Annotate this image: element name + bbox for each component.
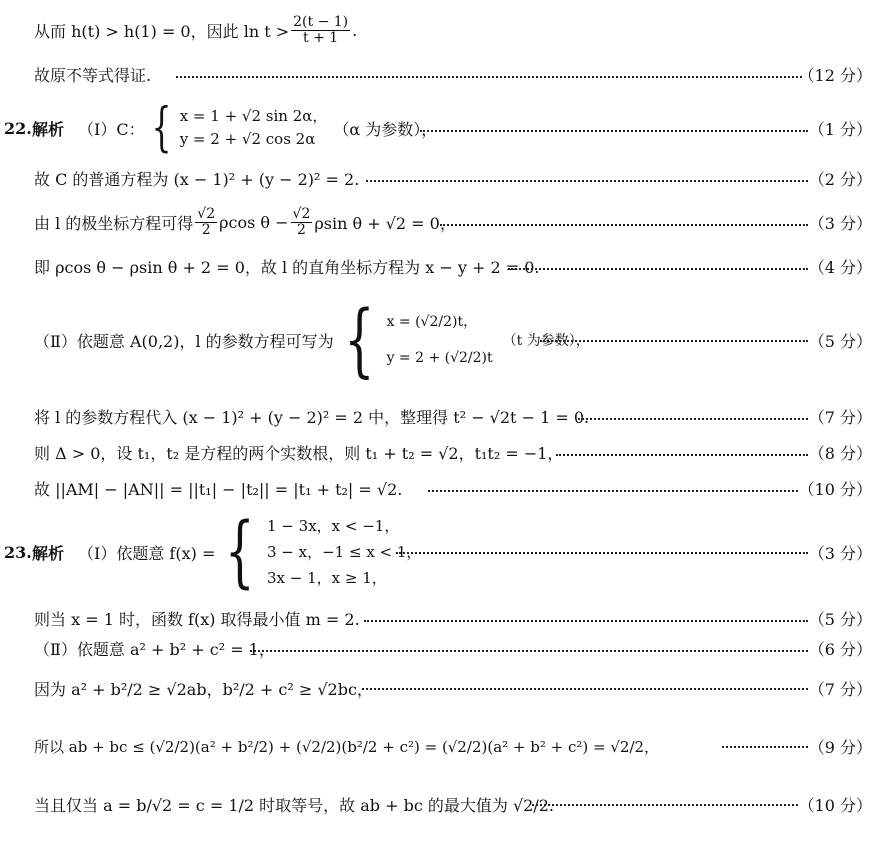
param-note: （α 为参数）， (333, 119, 438, 139)
line-13 (0, 636, 884, 660)
numerator: √2 (292, 205, 311, 222)
question-number: 22. (4, 118, 32, 138)
score-label: （7 分） (808, 407, 872, 427)
line-4-text: 故 C 的普通方程为 (x − 1)² + (y − 2)² = 2. (34, 169, 360, 189)
leader-dots (578, 418, 808, 420)
leader-dots (722, 746, 808, 748)
leader-dots (420, 130, 808, 132)
score-label: （1 分） (808, 119, 872, 139)
line-4 (0, 166, 884, 190)
leader-dots (250, 650, 808, 652)
score-label: （5 分） (808, 331, 872, 351)
score-label: （10 分） (798, 795, 872, 815)
numerator: 2(t − 1) (293, 13, 349, 30)
denominator: 2 (201, 221, 211, 238)
equation-row: y = 2 + √2 cos 2α (179, 130, 316, 148)
leader-dots (540, 340, 808, 342)
numerator: √2 (197, 205, 216, 222)
leader-dots (440, 224, 808, 226)
leader-dots (366, 180, 808, 182)
fraction (195, 207, 217, 237)
line-2-text: 故原不等式得证. (34, 65, 152, 85)
line-9-text: 则 Δ > 0，设 t₁，t₂ 是方程的两个实数根，则 t₁ + t₂ = √2，t₁t₂ = −1， (34, 443, 564, 463)
question-number: 23. (4, 542, 32, 562)
solution-label: 解析 (32, 119, 65, 139)
line-10 (0, 476, 884, 500)
score-label: （8 分） (808, 443, 872, 463)
param-note: （t 为参数）， (502, 333, 590, 349)
leader-dots (396, 552, 808, 554)
equation-row: x = (√2/2)t， (386, 313, 478, 330)
score-label: （3 分） (808, 213, 872, 233)
question-23 (0, 508, 884, 596)
line-1 (0, 10, 884, 50)
part-label: （Ⅰ）依题意 f(x) = (78, 543, 216, 563)
line-5-mid: ρcos θ − (219, 212, 289, 232)
line-14-text: 因为 a² + b²/2 ≥ √2ab，b²/2 + c² ≥ √2bc， (34, 679, 373, 699)
line-6 (0, 254, 884, 278)
equation-row: 1 − 3x，x < −1， (267, 516, 400, 535)
question-22 (0, 100, 884, 156)
score-label: （12 分） (798, 65, 872, 85)
line-9 (0, 440, 884, 464)
line-7 (0, 292, 884, 388)
score-label: （7 分） (808, 679, 872, 699)
line-16-text: 当且仅当 a = b/√2 = c = 1/2 时取等号，故 ab + bc 的最大值为 √2/2. (34, 795, 555, 815)
line-14 (0, 668, 884, 708)
line-12 (0, 606, 884, 630)
score-label: （4 分） (808, 257, 872, 277)
left-brace: { (151, 98, 172, 158)
line-6-text: 即 ρcos θ − ρsin θ + 2 = 0，故 l 的直角坐标方程为 x − y + 2 = 0. (34, 257, 540, 277)
left-brace: { (343, 293, 375, 386)
line-8-text: 将 l 的参数方程代入 (x − 1)² + (y − 2)² = 2 中，整理得 t² − √2t − 1 = 0. (34, 407, 590, 427)
line-15-text: 所以 ab + bc ≤ (√2/2)(a² + b²/2) + (√2/2)(b²/2 + c²) = (√2/2)(a² + b² + c²) = √2/2， (34, 737, 660, 756)
leader-dots (532, 804, 798, 806)
line-8 (0, 404, 884, 428)
score-label: （2 分） (808, 169, 872, 189)
leader-dots (508, 268, 808, 270)
line-16 (0, 780, 884, 828)
equation-row: 3 − x，−1 ≤ x < 1， (267, 542, 422, 561)
line-5-text: 由 l 的极坐标方程可得 (34, 213, 194, 233)
score-label: （6 分） (808, 639, 872, 659)
line-7-text: （Ⅱ）依题意 A(0,2)，l 的参数方程可写为 (34, 331, 334, 351)
equation-system (180, 105, 328, 152)
equation-row: x = 1 + √2 sin 2α， (179, 106, 328, 125)
fraction (291, 207, 313, 237)
denominator: 2 (297, 221, 306, 238)
score-label: （10 分） (798, 479, 872, 499)
denominator: t + 1 (303, 29, 339, 46)
leader-dots (364, 620, 808, 622)
part-label: （Ⅰ）C： (78, 119, 145, 139)
leader-dots (428, 490, 798, 492)
line-15 (0, 724, 884, 768)
line-10-text: 故 ||AM| − |AN|| = ||t₁| − |t₂|| = |t₁ + t₂| = √2. (34, 479, 403, 499)
line-1-text: 从而 h(t) > h(1) = 0，因此 ln t > (34, 21, 290, 41)
leader-dots (176, 76, 802, 78)
line-2 (0, 62, 884, 86)
line-1-tail: . (352, 20, 358, 40)
line-13-text: （Ⅱ）依题意 a² + b² + c² = 1， (34, 639, 275, 659)
equation-row: 3x − 1，x ≥ 1， (267, 569, 387, 588)
equation-row: y = 2 + (√2/2)t (386, 350, 493, 366)
score-label: （9 分） (808, 737, 872, 757)
line-12-text: 则当 x = 1 时，函数 f(x) 取得最小值 m = 2. (34, 609, 360, 629)
solution-label: 解析 (32, 543, 65, 563)
equation-system (387, 304, 493, 377)
line-5 (0, 198, 884, 246)
leader-dots (556, 454, 808, 456)
score-label: （5 分） (808, 609, 872, 629)
score-label: （3 分） (808, 543, 872, 563)
fraction (291, 15, 350, 45)
leader-dots (362, 688, 808, 690)
line-5-tail: ρsin θ + √2 = 0， (314, 213, 456, 233)
left-brace: { (225, 507, 256, 597)
